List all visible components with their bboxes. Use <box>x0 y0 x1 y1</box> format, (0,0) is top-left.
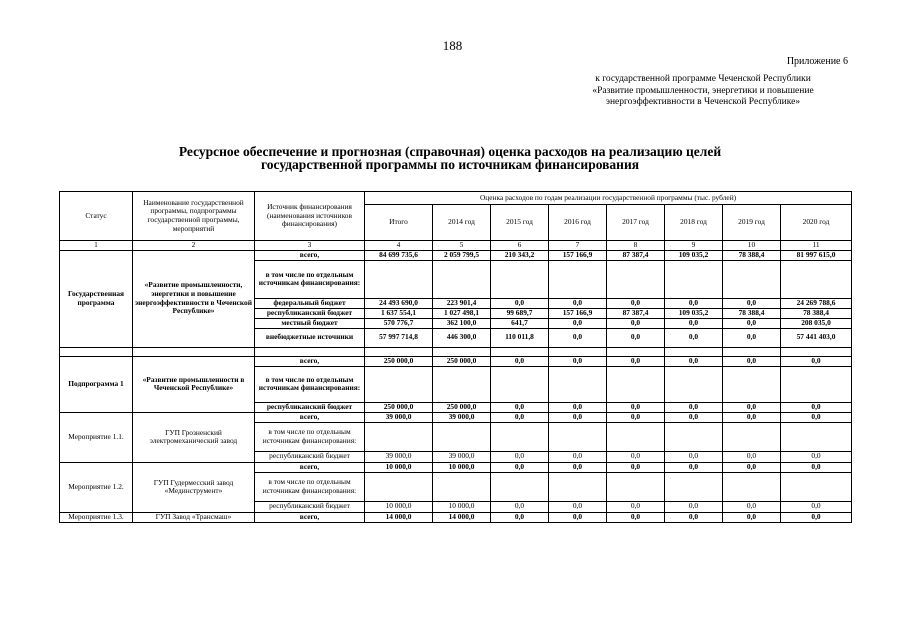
subprogram-section <box>60 356 852 412</box>
column-number: 7 <box>549 241 607 251</box>
value-cell <box>549 260 607 298</box>
value-cell: 0,0 <box>781 501 852 512</box>
program-name-cell: «Развитие промышленности в Чеченской Республике» <box>133 356 255 412</box>
value-cell: 446 300,0 <box>433 328 491 347</box>
value-cell: 0,0 <box>549 298 607 308</box>
value-cell: 0,0 <box>723 356 781 366</box>
value-cell: 39 000,0 <box>365 412 433 422</box>
column-numbers-row <box>60 241 852 251</box>
value-cell: 0,0 <box>723 451 781 462</box>
value-cell <box>491 366 549 402</box>
status-cell: Подпрограмма 1 <box>60 356 133 412</box>
value-cell: 81 997 615,0 <box>781 250 852 260</box>
column-number: 2 <box>133 241 255 251</box>
value-cell: 1 027 498,1 <box>433 308 491 318</box>
table-row <box>60 412 852 422</box>
value-cell <box>665 260 723 298</box>
value-cell: 157 166,9 <box>549 250 607 260</box>
source-cell: в том числе по отдельным источникам финансирования: <box>255 366 365 402</box>
value-cell: 14 000,0 <box>433 512 491 522</box>
value-cell <box>723 422 781 451</box>
value-cell <box>365 472 433 501</box>
measure-section <box>60 412 852 462</box>
value-cell <box>665 472 723 501</box>
header-year: 2015 год <box>491 205 549 241</box>
value-cell: 0,0 <box>607 318 665 328</box>
column-number: 10 <box>723 241 781 251</box>
column-number: 3 <box>255 241 365 251</box>
value-cell: 10 000,0 <box>365 462 433 472</box>
value-cell: 0,0 <box>549 412 607 422</box>
value-cell: 0,0 <box>549 318 607 328</box>
value-cell <box>549 422 607 451</box>
value-cell: 0,0 <box>723 298 781 308</box>
measure-section <box>60 462 852 512</box>
header-year: 2017 год <box>607 205 665 241</box>
column-number: 6 <box>491 241 549 251</box>
value-cell: 84 699 735,6 <box>365 250 433 260</box>
value-cell: 223 901,4 <box>433 298 491 308</box>
value-cell <box>491 472 549 501</box>
value-cell: 78 388,4 <box>723 250 781 260</box>
value-cell <box>665 366 723 402</box>
header-name: Наименование государственной программы, подпрограммы государственной программы, мероприятий <box>133 192 255 241</box>
value-cell: 0,0 <box>491 402 549 412</box>
value-cell: 250 000,0 <box>433 402 491 412</box>
value-cell: 0,0 <box>549 512 607 522</box>
table-row <box>60 356 852 366</box>
value-cell: 570 776,7 <box>365 318 433 328</box>
value-cell: 109 035,2 <box>665 308 723 318</box>
appendix-line: «Развитие промышленности, энергетики и повышение <box>592 85 814 96</box>
value-cell: 24 493 690,0 <box>365 298 433 308</box>
source-cell: местный бюджет <box>255 318 365 328</box>
value-cell: 0,0 <box>723 318 781 328</box>
value-cell: 0,0 <box>607 501 665 512</box>
source-cell: всего, <box>255 462 365 472</box>
value-cell: 250 000,0 <box>365 402 433 412</box>
source-cell: всего, <box>255 250 365 260</box>
header-year: 2020 год <box>781 205 852 241</box>
source-cell: республиканский бюджет <box>255 308 365 318</box>
source-cell: всего, <box>255 356 365 366</box>
value-cell: 0,0 <box>781 451 852 462</box>
value-cell: 0,0 <box>665 462 723 472</box>
value-cell: 0,0 <box>549 451 607 462</box>
program-name-cell: ГУП Гудермесский завод «Мединструмент» <box>133 462 255 512</box>
value-cell <box>491 422 549 451</box>
value-cell: 0,0 <box>549 328 607 347</box>
column-number: 4 <box>365 241 433 251</box>
header-year: 2016 год <box>549 205 607 241</box>
header-year: 2018 год <box>665 205 723 241</box>
value-cell: 0,0 <box>723 512 781 522</box>
value-cell: 87 387,4 <box>607 250 665 260</box>
value-cell: 250 000,0 <box>433 356 491 366</box>
value-cell: 0,0 <box>723 501 781 512</box>
status-cell: Мероприятие 1.2. <box>60 462 133 512</box>
value-cell: 0,0 <box>491 412 549 422</box>
source-cell: в том числе по отдельным источникам финансирования: <box>255 260 365 298</box>
value-cell: 0,0 <box>665 318 723 328</box>
document-title <box>60 146 840 171</box>
value-cell: 0,0 <box>665 412 723 422</box>
value-cell: 110 011,8 <box>491 328 549 347</box>
value-cell: 57 441 403,0 <box>781 328 852 347</box>
source-cell: всего, <box>255 412 365 422</box>
value-cell: 641,7 <box>491 318 549 328</box>
spacer-section <box>60 347 852 356</box>
program-name-cell: «Развитие промышленности, энергетики и повышение энергоэффективности в Чеченской Республике» <box>133 250 255 347</box>
appendix-text <box>558 74 848 109</box>
value-cell: 0,0 <box>665 402 723 412</box>
source-cell: всего, <box>255 512 365 522</box>
appendix-line: к государственной программе Чеченской Республики <box>595 74 811 84</box>
funding-table <box>59 191 852 523</box>
value-cell: 210 343,2 <box>491 250 549 260</box>
program-name-cell: ГУП Грозненский электромеханический завод <box>133 412 255 462</box>
value-cell: 87 387,4 <box>607 308 665 318</box>
value-cell: 24 269 788,6 <box>781 298 852 308</box>
title-line: государственной программы по источникам финансирования <box>260 156 640 172</box>
value-cell: 0,0 <box>607 462 665 472</box>
gp-section <box>60 250 852 347</box>
value-cell: 0,0 <box>491 298 549 308</box>
value-cell: 0,0 <box>549 356 607 366</box>
value-cell: 14 000,0 <box>365 512 433 522</box>
table-row <box>60 512 852 522</box>
status-cell: Государственная программа <box>60 250 133 347</box>
value-cell: 0,0 <box>665 451 723 462</box>
value-cell: 109 035,2 <box>665 250 723 260</box>
value-cell <box>491 260 549 298</box>
value-cell <box>607 366 665 402</box>
value-cell: 10 000,0 <box>433 501 491 512</box>
value-cell: 0,0 <box>723 462 781 472</box>
value-cell: 0,0 <box>491 462 549 472</box>
value-cell: 1 637 554,1 <box>365 308 433 318</box>
value-cell <box>433 366 491 402</box>
value-cell: 0,0 <box>491 512 549 522</box>
value-cell: 39 000,0 <box>365 451 433 462</box>
value-cell: 0,0 <box>665 298 723 308</box>
value-cell: 0,0 <box>665 356 723 366</box>
value-cell: 0,0 <box>781 512 852 522</box>
column-number: 5 <box>433 241 491 251</box>
header-row <box>60 192 852 205</box>
value-cell: 0,0 <box>723 412 781 422</box>
value-cell <box>781 260 852 298</box>
header-status: Статус <box>60 192 133 241</box>
value-cell: 0,0 <box>607 298 665 308</box>
source-cell: республиканский бюджет <box>255 451 365 462</box>
value-cell: 0,0 <box>723 328 781 347</box>
value-cell: 10 000,0 <box>433 462 491 472</box>
value-cell: 250 000,0 <box>365 356 433 366</box>
value-cell: 0,0 <box>665 512 723 522</box>
header-estimate: Оценка расходов по годам реализации государственной программы (тыс. рублей) <box>365 192 852 205</box>
source-cell: федеральный бюджет <box>255 298 365 308</box>
measure-section <box>60 512 852 522</box>
value-cell <box>549 472 607 501</box>
source-cell: в том числе по отдельным источникам финансирования: <box>255 422 365 451</box>
value-cell: 0,0 <box>607 412 665 422</box>
value-cell <box>781 422 852 451</box>
value-cell <box>365 366 433 402</box>
source-cell: республиканский бюджет <box>255 501 365 512</box>
value-cell <box>549 366 607 402</box>
value-cell: 99 689,7 <box>491 308 549 318</box>
spacer-row <box>60 347 852 356</box>
value-cell: 0,0 <box>549 462 607 472</box>
value-cell: 0,0 <box>723 402 781 412</box>
value-cell: 39 000,0 <box>433 451 491 462</box>
value-cell: 0,0 <box>491 356 549 366</box>
value-cell: 0,0 <box>781 356 852 366</box>
value-cell: 78 388,4 <box>723 308 781 318</box>
column-number: 8 <box>607 241 665 251</box>
value-cell: 362 100,0 <box>433 318 491 328</box>
appendix-line: энергоэффективности в Чеченской Республике» <box>605 97 801 107</box>
value-cell <box>433 422 491 451</box>
column-number: 9 <box>665 241 723 251</box>
value-cell: 0,0 <box>549 402 607 412</box>
value-cell: 57 997 714,8 <box>365 328 433 347</box>
value-cell <box>433 260 491 298</box>
value-cell: 0,0 <box>549 501 607 512</box>
header-source: Источник финансирования (наименования источников финансирования) <box>255 192 365 241</box>
value-cell: 0,0 <box>665 328 723 347</box>
value-cell: 0,0 <box>607 402 665 412</box>
value-cell: 2 059 799,5 <box>433 250 491 260</box>
value-cell: 39 000,0 <box>433 412 491 422</box>
value-cell: 0,0 <box>607 451 665 462</box>
column-number: 1 <box>60 241 133 251</box>
source-cell: в том числе по отдельным источникам финансирования: <box>255 472 365 501</box>
value-cell: 0,0 <box>781 402 852 412</box>
value-cell: 0,0 <box>781 462 852 472</box>
source-cell: внебюджетные источники <box>255 328 365 347</box>
value-cell <box>665 422 723 451</box>
header-total: Итого <box>365 205 433 241</box>
title-line: Ресурсное обеспечение и прогнозная (справочная) оценка расходов на реализацию целей <box>178 144 722 159</box>
header-year: 2019 год <box>723 205 781 241</box>
header-year: 2014 год <box>433 205 491 241</box>
appendix-label: Приложение 6 <box>786 56 848 67</box>
value-cell: 78 388,4 <box>781 308 852 318</box>
value-cell: 157 166,9 <box>549 308 607 318</box>
value-cell: 0,0 <box>781 412 852 422</box>
value-cell: 0,0 <box>665 501 723 512</box>
source-cell: республиканский бюджет <box>255 402 365 412</box>
program-name-cell: ГУП Завод «Трансмаш» <box>133 512 255 522</box>
value-cell <box>723 472 781 501</box>
table-row <box>60 250 852 260</box>
value-cell <box>781 472 852 501</box>
page-number: 188 <box>442 38 463 53</box>
value-cell <box>433 472 491 501</box>
value-cell: 0,0 <box>607 512 665 522</box>
table-row <box>60 462 852 472</box>
value-cell <box>723 260 781 298</box>
status-cell: Мероприятие 1.3. <box>60 512 133 522</box>
value-cell <box>781 366 852 402</box>
column-number: 11 <box>781 241 852 251</box>
value-cell <box>607 422 665 451</box>
value-cell: 10 000,0 <box>365 501 433 512</box>
value-cell: 0,0 <box>607 328 665 347</box>
value-cell <box>607 472 665 501</box>
value-cell <box>365 422 433 451</box>
value-cell: 0,0 <box>607 356 665 366</box>
status-cell: Мероприятие 1.1. <box>60 412 133 462</box>
value-cell <box>607 260 665 298</box>
value-cell <box>723 366 781 402</box>
value-cell: 0,0 <box>491 451 549 462</box>
value-cell <box>365 260 433 298</box>
value-cell: 208 035,0 <box>781 318 852 328</box>
value-cell: 0,0 <box>491 501 549 512</box>
